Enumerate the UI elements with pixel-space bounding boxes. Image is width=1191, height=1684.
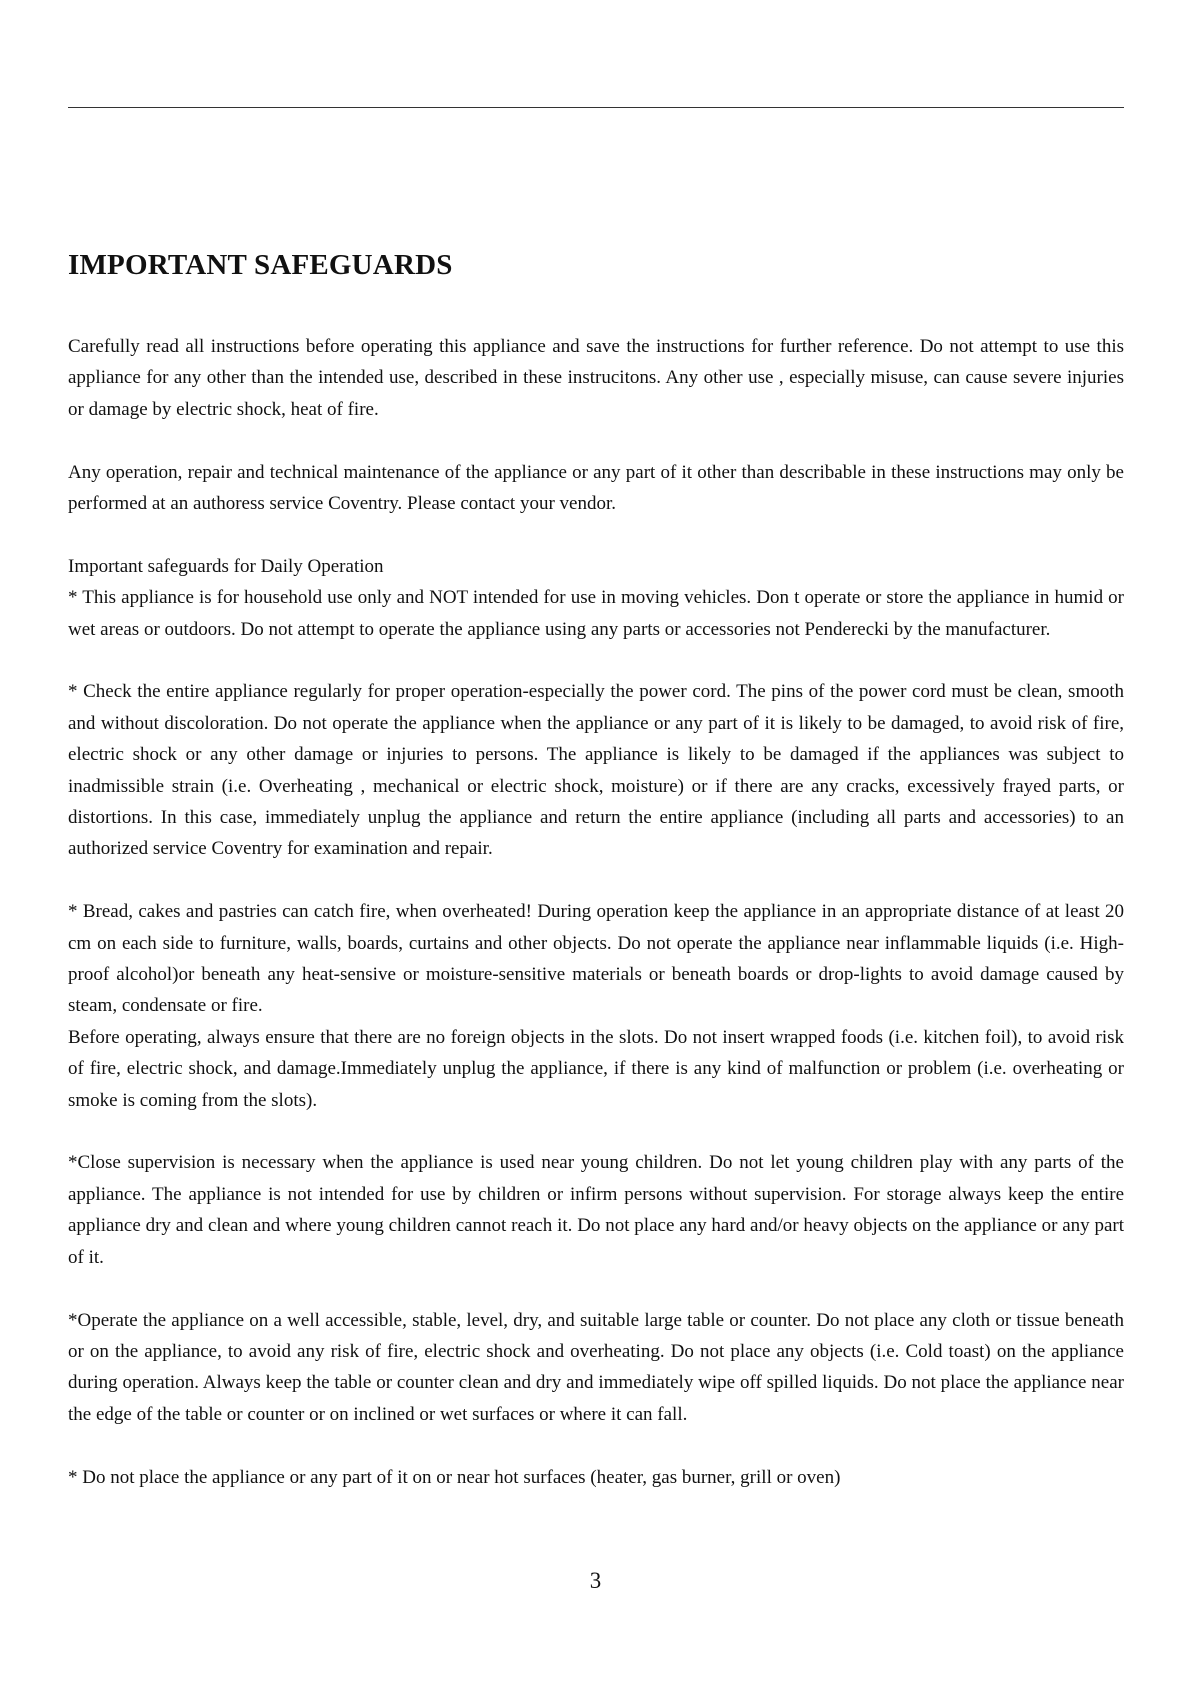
paragraph-children: *Close supervision is necessary when the appliance is used near young children. Do not let young children play with any parts of the appliance. The appliance is not intended for use by children or infirm persons without supervision. For storage always keep the entire appliance dry and clean and where young children cannot reach it. Do not place any hard and/or heavy objects on the appliance or any part of it.: [68, 1152, 1124, 1268]
paragraph-service: Any operation, repair and technical maintenance of the appliance or any part of it other than describable in these instructions may only be performed at an authoress service Coventry. Please contact your vendor.: [68, 461, 1124, 515]
page-title: IMPORTANT SAFEGUARDS: [68, 249, 453, 281]
paragraph-foreign-objects: Before operating, always ensure that there are no foreign objects in the slots. Do not insert wrapped foods (i.e. kitchen foil), to avoid risk of fire, electric shock, and damage.Immediately unplug the appliance, if there is any kind of malfunction or problem (i.e. overheating or smoke is coming from the slots).: [68, 1026, 1124, 1111]
paragraph-placement: *Operate the appliance on a well accessible, stable, level, dry, and suitable large table or counter. Do not place any cloth or tissue beneath or on the appliance, to avoid any risk of fire, electric shock and overheating. Do not place any objects (i.e. Cold toast) on the appliance during operation. Always keep the table or counter clean and dry and immediately wipe off spilled liquids. Do not place the appliance near the edge of the table or counter or on inclined or wet surfaces or where it can fall.: [68, 1309, 1124, 1425]
paragraph-household-use: * This appliance is for household use only and NOT intended for use in moving vehicles. Don t operate or store the appliance in humid or wet areas or outdoors. Do not attempt to operate the appliance using any parts or accessories not Penderecki by the manufacturer.: [68, 587, 1124, 640]
header-rule: [68, 107, 1124, 108]
document-body: [68, 331, 1124, 1493]
paragraph-fire-distance: * Bread, cakes and pastries can catch fire, when overheated! During operation keep the appliance in an appropriate distance of at least 20 cm on each side to furniture, walls, boards, curtains and other objects. Do not operate the appliance near inflammable liquids (i.e. High-proof alcohol)or beneath any heat-sensive or moisture-sensitive materials or beneath boards or drop-lights to avoid damage caused by steam, condensate or fire.: [68, 901, 1124, 1017]
page-number: 3: [589, 1568, 602, 1593]
paragraph-check-appliance: * Check the entire appliance regularly for proper operation-especially the power cord. The pins of the power cord must be clean, smooth and without discoloration. Do not operate the appliance when the appliance or any part of it is likely to be damaged, to avoid risk of fire, electric shock or any other damage or injuries to persons. The appliance is likely to be damaged if the appliances was subject to inadmissible strain (i.e. Overheating , mechanical or electric shock, moisture) or if there are any cracks, excessively frayed parts, or distortions. In this case, immediately unplug the appliance and return the entire appliance (including all parts and accessories) to an authorized service Coventry for examination and repair.: [68, 681, 1124, 860]
subheading-daily-operation: Important safeguards for Daily Operation: [68, 555, 384, 577]
paragraph-intro: Carefully read all instructions before operating this appliance and save the instructions for further reference. Do not attempt to use this appliance for any other than the intended use, described in these instrucitons. Any other use , especially misuse, can cause severe injuries or damage by electric shock, heat of fire.: [68, 336, 1124, 420]
paragraph-hot-surfaces: * Do not place the appliance or any part of it on or near hot surfaces (heater, gas burner, grill or oven): [68, 1466, 841, 1488]
